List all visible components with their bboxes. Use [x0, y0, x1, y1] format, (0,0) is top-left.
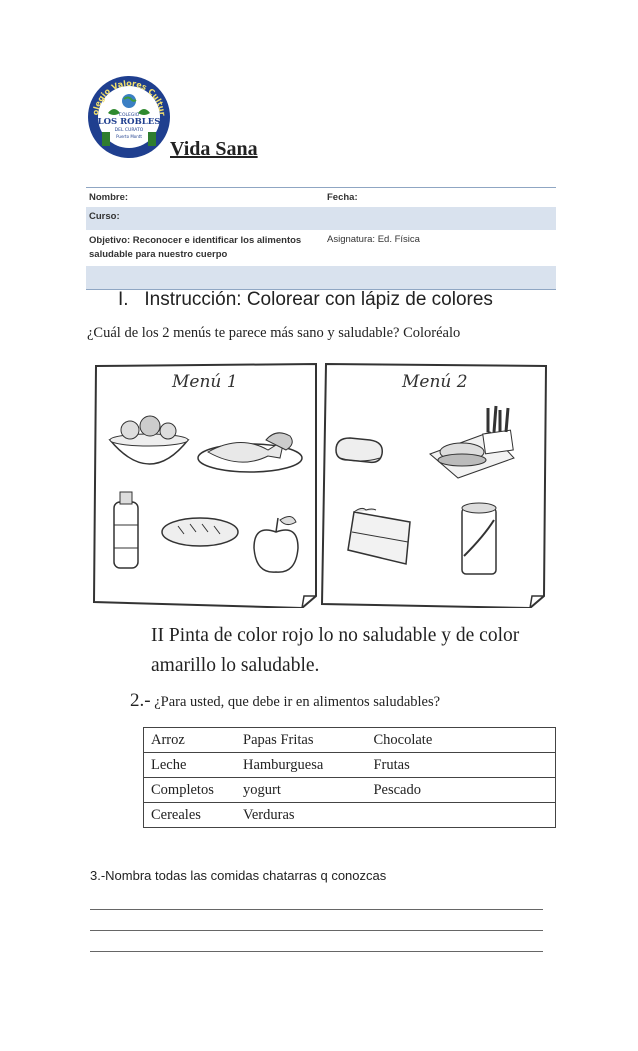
objetivo-text: Objetivo: Reconocer e identificar los alimentos saludable para nuestro cuerpo — [89, 235, 302, 260]
info-row-nombre — [86, 188, 556, 207]
menu-1-card[interactable] — [94, 364, 316, 608]
food-cell[interactable]: Chocolate — [366, 728, 555, 753]
asignatura-text: Asignatura: Ed. Física — [327, 234, 420, 245]
question-2 — [130, 690, 440, 712]
menu-1-title: Menú 1 — [172, 372, 238, 392]
food-cell[interactable] — [366, 803, 555, 828]
school-logo — [86, 74, 172, 160]
info-row-objetivo — [86, 230, 556, 266]
soda-can-icon — [462, 503, 496, 574]
section-2-instruction: II Pinta de color rojo lo no saludable y de color amarillo lo saludable. — [151, 625, 520, 676]
food-cell[interactable]: yogurt — [236, 778, 366, 803]
curso-label[interactable]: Curso: — [89, 211, 120, 222]
table-row — [144, 728, 556, 753]
food-cell[interactable]: Completos — [144, 778, 237, 803]
question-1: ¿Cuál de los 2 menús te parece más sano y saludable? Coloréalo — [87, 325, 461, 341]
food-cell[interactable]: Arroz — [144, 728, 237, 753]
table-row — [144, 778, 556, 803]
question-2-number: 2.- — [130, 690, 151, 711]
bread-icon — [162, 518, 238, 546]
svg-text:LOS ROBLES: LOS ROBLES — [97, 117, 161, 127]
instruction-heading — [118, 289, 493, 311]
table-row — [144, 803, 556, 828]
svg-text:Puerto Montt: Puerto Montt — [116, 134, 142, 139]
menus-illustration — [90, 360, 550, 608]
food-cell[interactable]: Frutas — [366, 753, 555, 778]
info-row-empty — [86, 266, 556, 289]
student-info-table — [86, 187, 556, 290]
question-2-text: ¿Para usted, que debe ir en alimentos saludables? — [154, 694, 441, 710]
food-cell[interactable]: Leche — [144, 753, 237, 778]
food-cell[interactable]: Hamburguesa — [236, 753, 366, 778]
food-cell[interactable]: Verduras — [236, 803, 366, 828]
svg-text:COLEGIO: COLEGIO — [118, 113, 140, 118]
svg-text:DEL CURATO: DEL CURATO — [114, 128, 144, 133]
nombre-label[interactable]: Nombre: — [89, 192, 129, 203]
food-cell[interactable]: Cereales — [144, 803, 237, 828]
curso-blank — [324, 207, 556, 230]
fecha-label[interactable]: Fecha: — [327, 192, 358, 203]
foods-table — [143, 727, 556, 828]
document-title: Vida Sana — [170, 138, 258, 160]
table-row — [144, 753, 556, 778]
instruction-text: Instrucción: Colorear con lápiz de colores — [144, 289, 493, 310]
info-row-curso — [86, 207, 556, 230]
answer-line[interactable] — [90, 909, 543, 910]
water-bottle-icon — [114, 492, 138, 568]
instruction-number: I. — [118, 289, 129, 310]
food-cell[interactable]: Papas Fritas — [236, 728, 366, 753]
svg-text:Colegio Valores Cultura: olegio Valores Cultur — [90, 79, 168, 117]
question-3: 3.-Nombra todas las comidas chatarras q conozcas — [90, 868, 387, 883]
answer-line[interactable] — [90, 930, 543, 931]
food-cell[interactable]: Pescado — [366, 778, 555, 803]
menu-2-title: Menú 2 — [402, 372, 468, 392]
answer-line[interactable] — [90, 951, 543, 952]
hot-dog-icon — [336, 438, 382, 462]
menu-2-card[interactable] — [322, 364, 546, 608]
